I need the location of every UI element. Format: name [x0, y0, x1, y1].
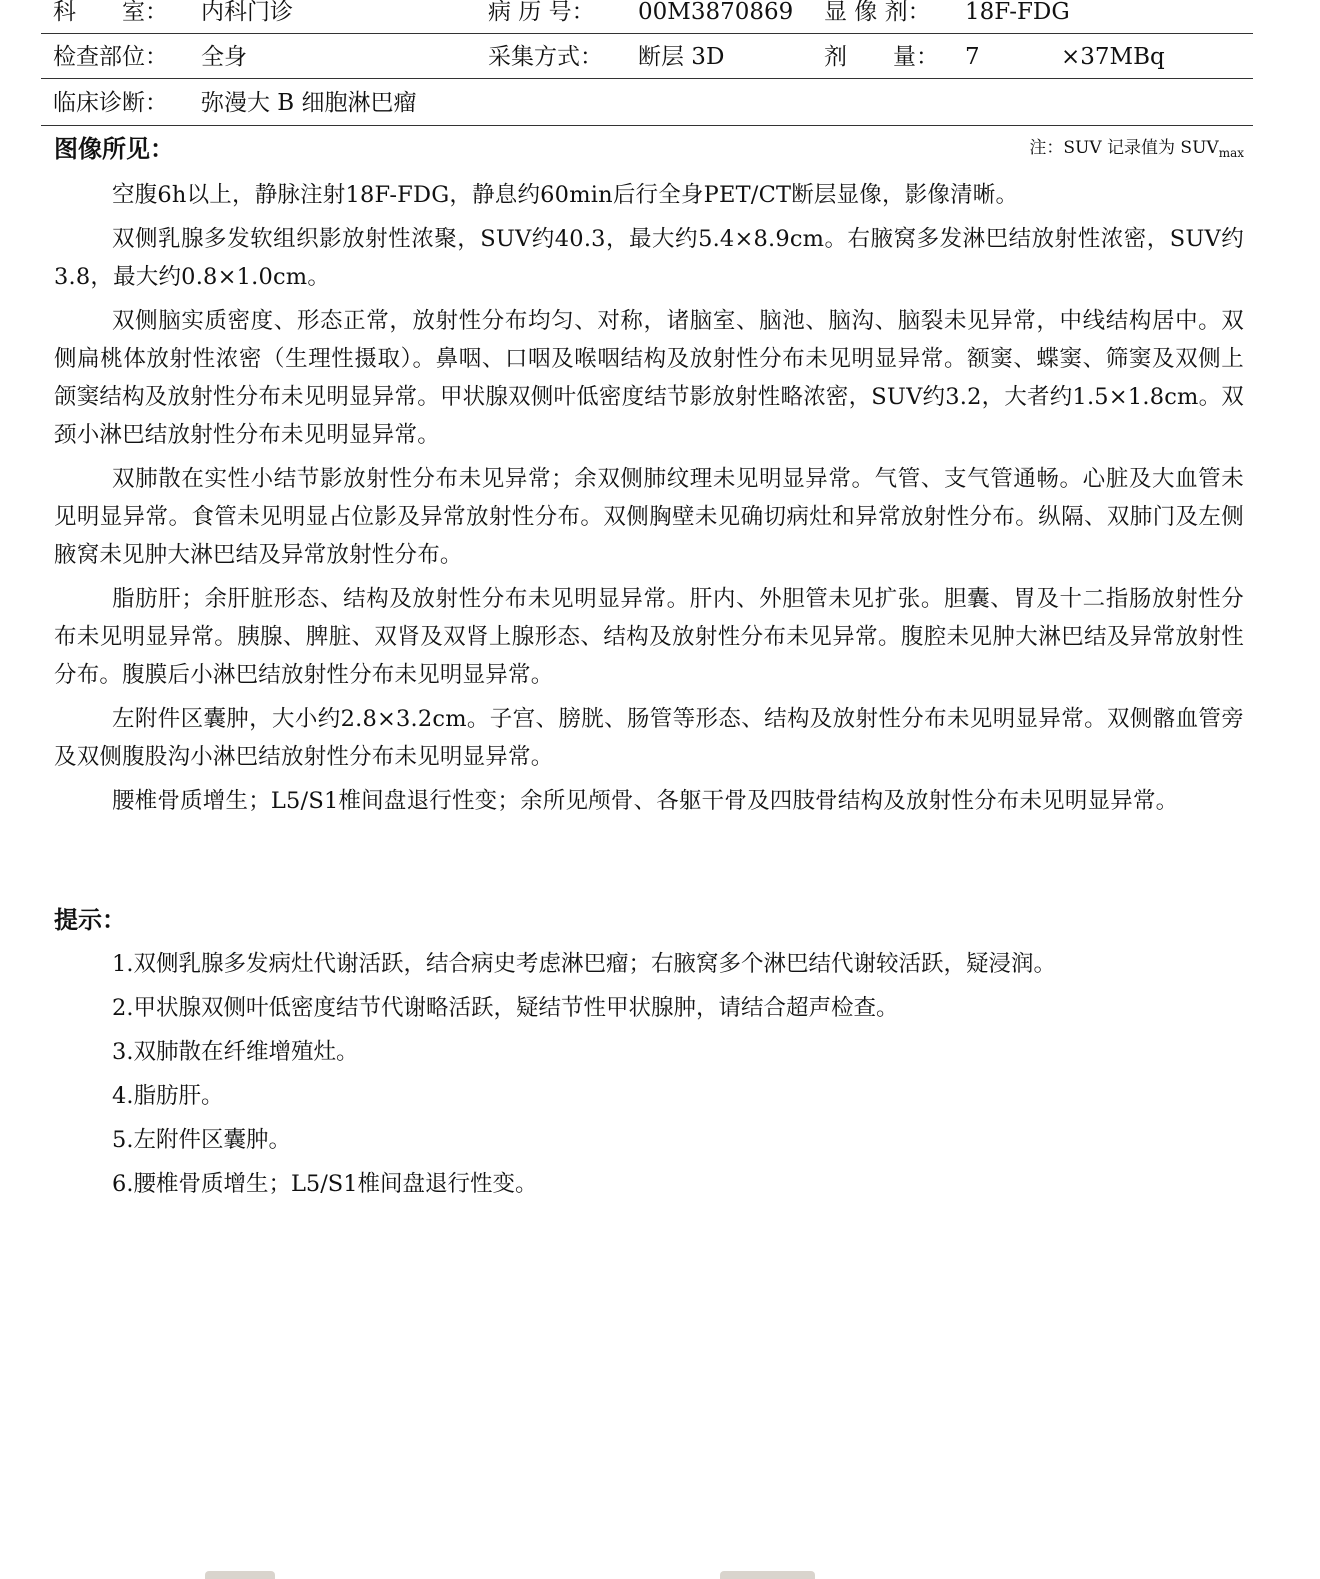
suv-note-text: 注：SUV 记录值为 SUV [1029, 138, 1219, 158]
cropped-stamp-mark [205, 1571, 275, 1579]
header-divider [41, 33, 1253, 34]
findings-title: 图像所见： [54, 135, 174, 163]
findings-body [54, 176, 1244, 826]
findings-paragraph: 左附件区囊肿，大小约2.8×3.2cm。子宫、膀胱、肠管等形态、结构及放射性分布未见明显异常。双侧髂血管旁及双侧腹股沟小淋巴结放射性分布未见明显异常。 [54, 706, 1244, 770]
acquisition-label: 采集方式： [488, 44, 603, 70]
cropped-signature-area [0, 1565, 1320, 1579]
record-number-value: 00M3870869 [638, 0, 794, 25]
impression-item: 1.双侧乳腺多发病灶代谢活跃，结合病史考虑淋巴瘤；右腋窝多个淋巴结代谢较活跃，疑浸润。 [112, 951, 1056, 977]
suv-note [1029, 137, 1244, 164]
findings-paragraph: 腰椎骨质增生；L5/S1椎间盘退行性变；余所见颅骨、各躯干骨及四肢骨结构及放射性分布未见明显异常。 [112, 788, 1179, 814]
header-row-exam [41, 42, 1253, 86]
exam-site-value: 全身 [201, 44, 247, 70]
dose-value: 7 [965, 44, 980, 70]
acquisition-value: 断层 3D [638, 44, 725, 70]
diagnosis-label: 临床诊断： [53, 90, 168, 116]
department-label: 科 室： [53, 0, 168, 25]
findings-paragraph: 双侧脑实质密度、形态正常，放射性分布均匀、对称，诸脑室、脑池、脑沟、脑裂未见异常，中线结构居中。双侧扁桃体放射性浓密（生理性摄取）。鼻咽、口咽及喉咽结构及放射性分布未见明显异常。额窦、蝶窦、筛窦及双侧上颌窦结构及放射性分布未见明显异常。甲状腺双侧叶低密度结节影放射性略浓密，SUV约3.2，大者约1.5×1.8cm。双颈小淋巴结放射性分布未见明显异常。 [54, 308, 1244, 448]
findings-paragraph: 空腹6h以上，静脉注射18F-FDG，静息约60min后行全身PET/CT断层显像，影像清晰。 [112, 182, 1019, 208]
suv-note-subscript: max [1218, 146, 1244, 160]
header-divider [41, 125, 1253, 126]
tracer-label: 显 像 剂： [824, 0, 931, 25]
impression-item: 4.脂肪肝。 [112, 1083, 224, 1109]
impression-title: 提示： [54, 906, 126, 934]
impression-item: 3.双肺散在纤维增殖灶。 [112, 1039, 359, 1065]
dose-unit: ×37MBq [1061, 44, 1165, 70]
impression-item: 6.腰椎骨质增生；L5/S1椎间盘退行性变。 [112, 1171, 538, 1197]
impression-item: 5.左附件区囊肿。 [112, 1127, 291, 1153]
findings-paragraph: 脂肪肝；余肝脏形态、结构及放射性分布未见明显异常。肝内、外胆管未见扩张。胆囊、胃及十二指肠放射性分布未见明显异常。胰腺、脾脏、双肾及双肾上腺形态、结构及放射性分布未见异常。腹腔未见肿大淋巴结及异常放射性分布。腹膜后小淋巴结放射性分布未见明显异常。 [54, 586, 1244, 688]
diagnosis-value: 弥漫大 B 细胞淋巴瘤 [201, 90, 417, 116]
cropped-stamp-mark [720, 1571, 815, 1579]
header-row-department [41, 0, 1253, 41]
findings-paragraph: 双侧乳腺多发软组织影放射性浓聚，SUV约40.3，最大约5.4×8.9cm。右腋窝多发淋巴结放射性浓密，SUV约3.8，最大约0.8×1.0cm。 [54, 226, 1244, 290]
header-divider [41, 78, 1253, 79]
tracer-value: 18F-FDG [965, 0, 1070, 25]
department-value: 内科门诊 [201, 0, 293, 25]
exam-site-label: 检查部位： [53, 44, 168, 70]
findings-paragraph: 双肺散在实性小结节影放射性分布未见异常；余双侧肺纹理未见明显异常。气管、支气管通畅。心脏及大血管未见明显异常。食管未见明显占位影及异常放射性分布。双侧胸壁未见确切病灶和异常放射性分布。纵隔、双肺门及左侧腋窝未见肿大淋巴结及异常放射性分布。 [54, 466, 1244, 568]
dose-label: 剂 量： [824, 44, 939, 70]
record-number-label: 病 历 号： [488, 0, 595, 25]
impression-item: 2.甲状腺双侧叶低密度结节代谢略活跃，疑结节性甲状腺肿，请结合超声检查。 [112, 995, 899, 1021]
impression-list [112, 945, 1242, 1209]
